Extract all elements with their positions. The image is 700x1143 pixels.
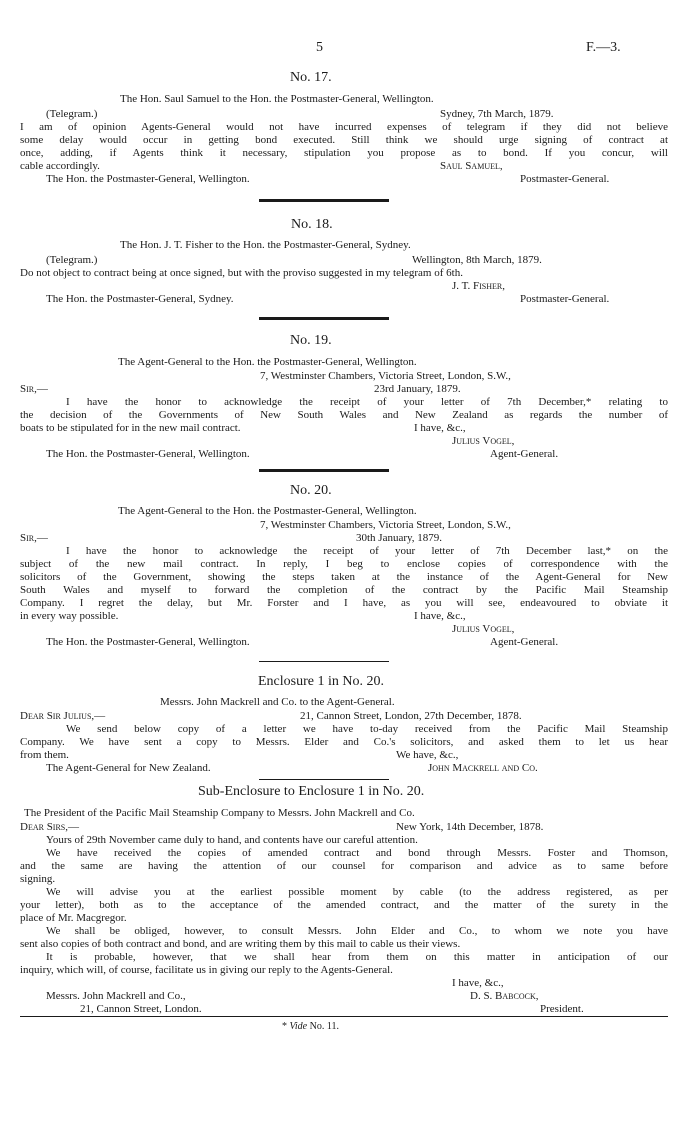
doc19-date: 23rd January, 1879. [374,383,461,395]
doc18-telegram: (Telegram.) [46,254,98,266]
subenc-paragraph: place of Mr. Macgregor. [20,912,127,924]
enc1-salutation: Dear Sir Julius,— [20,710,106,722]
doc17-title: No. 17. [290,70,332,85]
subenc-paragraph: Yours of 29th November came duly to hand, and contents have our careful attention. [46,834,418,846]
section-divider [259,661,389,662]
doc18-addressee: The Hon. the Postmaster-General, Sydney. [46,293,234,305]
doc17-dateline: Sydney, 7th March, 1879. [440,108,554,120]
doc20-body-line: South Wales and myself to forward the completion of the contract by the Pacific Mail Steamship [20,584,668,596]
doc19-title: No. 19. [290,333,332,348]
subenc-paragraph: It is probable, however, that we shall hear from them on this matter in anticipation of our [46,951,668,963]
doc19-sign-title: Agent-General. [490,448,559,460]
doc18-dateline: Wellington, 8th March, 1879. [412,254,542,266]
doc18-parties: The Hon. J. T. Fisher to the Hon. the Postmaster-General, Sydney. [120,239,411,251]
subenc-dateline: New York, 14th December, 1878. [396,821,544,833]
doc18-signature: J. T. Fisher, [452,280,505,292]
doc17-addressee: The Hon. the Postmaster-General, Wellington. [46,173,250,185]
doc20-closing: I have, &c., [414,610,466,622]
subenc-addressee: 21, Cannon Street, London. [80,1003,202,1015]
section-divider [259,469,389,472]
doc20-signature: Julius Vogel, [452,623,515,635]
subenc-paragraph: We will advise you at the earliest possible moment by cable (to the address registered, as per [46,886,668,898]
page-number: 5 [316,40,323,55]
section-divider [259,199,389,202]
enc1-title: Enclosure 1 in No. 20. [258,674,384,689]
enc1-address: 21, Cannon Street, London, 27th December, 1878. [300,710,522,722]
subenc-sign-title: President. [540,1003,584,1015]
enc1-body-line: Company. We have sent a copy to Messrs. Elder and Co.'s solicitors, and asked them to let us hear [20,736,668,748]
subenc-closing: I have, &c., [452,977,504,989]
doc20-body-line: I have the honor to acknowledge the receipt of your letter of 7th December last,* on the [66,545,668,557]
subenc-title: Sub-Enclosure to Enclosure 1 in No. 20. [198,784,425,799]
doc18-body: Do not object to contract being at once signed, but with the proviso suggested in my telegram of 6th. [20,267,463,279]
subenc-paragraph: We have received the copies of amended contract and bond through Messrs. Foster and Thomson, [46,847,668,859]
enc1-body-line: We send below copy of a letter we have to-day received from the Pacific Mail Steamship [66,723,668,735]
doc19-salutation: Sir,— [20,383,48,395]
doc20-parties: The Agent-General to the Hon. the Postmaster-General, Wellington. [118,505,417,517]
doc17-body-line: once, adding, if Agents think it necessary, stipulation you propose as to bond. If you concur, will [20,147,668,159]
subenc-parties: The President of the Pacific Mail Steamship Company to Messrs. John Mackrell and Co. [24,807,415,819]
subenc-paragraph: We shall be obliged, however, to consult Messrs. John Elder and Co., to whom we note you have [46,925,668,937]
section-divider [259,317,389,320]
subenc-salutation: Dear Sirs,— [20,821,80,833]
doc20-body-line: Company. I regret the delay, but Mr. Forster and I have, as you will see, endeavoured to obviate it [20,597,668,609]
doc19-body-line: I have the honor to acknowledge the receipt of your letter of 7th December,* relating to [66,396,668,408]
doc19-address: 7, Westminster Chambers, Victoria Street, London, S.W., [260,370,511,382]
subenc-addressee: Messrs. John Mackrell and Co., [46,990,186,1002]
subenc-paragraph: sent also copies of both contract and bond, and are writing them by this mail to cable us their views. [20,938,461,950]
doc20-body-line: in every way possible. [20,610,119,622]
doc17-parties: The Hon. Saul Samuel to the Hon. the Postmaster-General, Wellington. [120,93,434,105]
doc17-telegram: (Telegram.) [46,108,98,120]
doc19-parties: The Agent-General to the Hon. the Postmaster-General, Wellington. [118,356,417,368]
doc17-signature: Saul Samuel, [440,160,503,172]
section-divider [259,779,389,780]
footnote-mark: * [282,1021,287,1032]
subenc-paragraph: and the same are having the attention of our counsel for comparison and advice as to same before [20,860,668,872]
document-code: F.—3. [586,40,621,55]
doc18-title: No. 18. [291,217,333,232]
doc20-addressee: The Hon. the Postmaster-General, Wellington. [46,636,250,648]
footnote [282,1020,339,1033]
subenc-paragraph: inquiry, which will, of course, facilitate us in giving our reply to the Agents-General. [20,964,393,976]
doc17-body-line: cable accordingly. [20,160,100,172]
doc17-body-line: I am of opinion Agents-General would not have incurred expenses of telegram if they did not believe [20,121,668,133]
subenc-signature: D. S. Babcock, [470,990,539,1002]
doc19-closing: I have, &c., [414,422,466,434]
doc20-body-line: solicitors of the Government, showing the steps taken at the instance of the Agent-General for New [20,571,668,583]
doc19-body-line: the decision of the Governments of New South Wales and New Zealand as regards the number of [20,409,668,421]
enc1-parties: Messrs. John Mackrell and Co. to the Agent-General. [160,696,395,708]
doc20-title: No. 20. [290,483,332,498]
footnote-vide: Vide [289,1021,308,1032]
doc20-body-line: subject of the new mail contract. In reply, I beg to enclose copies of correspondence with the [20,558,668,570]
doc18-sign-title: Postmaster-General. [520,293,610,305]
doc19-addressee: The Hon. the Postmaster-General, Wellington. [46,448,250,460]
subenc-paragraph: signing. [20,873,56,885]
doc19-body-line: boats to be stipulated for in the new mail contract. [20,422,241,434]
doc20-address: 7, Westminster Chambers, Victoria Street, London, S.W., [260,519,511,531]
doc17-body-line: some delay would occur in getting bond executed. Still think we should urge signing of contract at [20,134,668,146]
doc20-sign-title: Agent-General. [490,636,559,648]
enc1-addressee: The Agent-General for New Zealand. [46,762,211,774]
enc1-signature: John Mackrell and Co. [428,762,538,774]
doc17-sign-title: Postmaster-General. [520,173,610,185]
doc20-date: 30th January, 1879. [356,532,443,544]
doc20-salutation: Sir,— [20,532,48,544]
enc1-closing: We have, &c., [396,749,459,761]
doc19-signature: Julius Vogel, [452,435,515,447]
footnote-reference: No. 11. [309,1021,339,1032]
subenc-paragraph: your letter), both as to the acceptance of the amended contract, and the matter of the surety in the [20,899,668,911]
enc1-body-line: from them. [20,749,69,761]
footnote-rule [20,1016,668,1017]
